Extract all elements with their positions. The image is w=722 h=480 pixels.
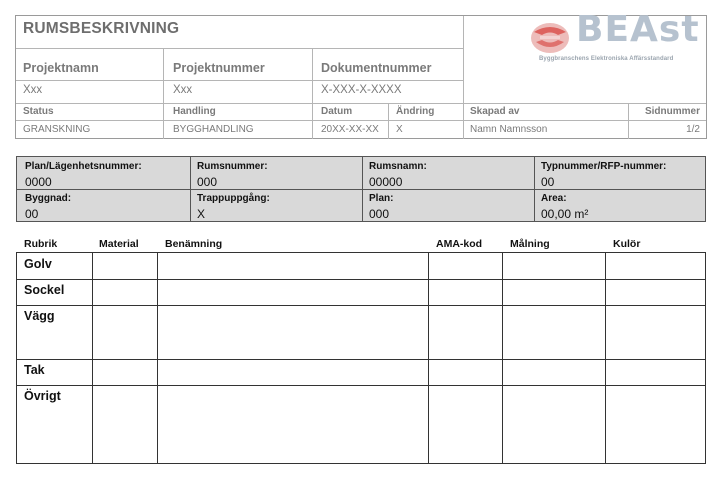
- column-header-kulor: Kulör: [613, 238, 641, 250]
- plan-apartment-value: 0000: [25, 175, 52, 189]
- room-number-value: 000: [197, 175, 218, 189]
- project-number-value: Xxx: [173, 84, 193, 96]
- created-by-label: Skapad av: [470, 106, 520, 117]
- type-number-label: Typnummer/RFP-nummer:: [541, 161, 667, 172]
- document-number-label: Dokumentnummer: [321, 61, 432, 75]
- area-label: Area:: [541, 193, 567, 204]
- status-value: GRANSKNING: [23, 124, 91, 135]
- project-name-label: Projektnamn: [23, 61, 99, 75]
- created-by-value: Namn Namnsson: [470, 124, 548, 135]
- beast-logo-icon: [528, 18, 576, 58]
- page-number-value: 1/2: [686, 124, 700, 135]
- stairwell-label: Trappuppgång:: [197, 193, 270, 204]
- project-number-label: Projektnummer: [173, 61, 265, 75]
- table-row-tak: Tak: [24, 363, 45, 377]
- area-value: 00,00 m²: [541, 207, 589, 221]
- table-row-vagg: Vägg: [24, 309, 55, 323]
- column-header-ama-kod: AMA-kod: [436, 238, 483, 250]
- change-label: Ändring: [396, 106, 435, 117]
- plan-apartment-label: Plan/Lägenhetsnummer:: [25, 161, 142, 172]
- column-header-malning: Målning: [510, 238, 550, 250]
- handling-value: BYGGHANDLING: [173, 124, 254, 135]
- room-name-value: 00000: [369, 175, 403, 189]
- date-value: 20XX-XX-XX: [321, 124, 379, 135]
- room-name-label: Rumsnamn:: [369, 161, 427, 172]
- room-number-label: Rumsnummer:: [197, 161, 268, 172]
- logo-wordmark: BEAst: [576, 9, 700, 50]
- column-header-benamning: Benämning: [165, 238, 223, 250]
- logo-subtitle: Byggbranschens Elektroniska Affärsstandard: [539, 56, 674, 62]
- column-header-material: Material: [99, 238, 139, 250]
- stairwell-value: X: [197, 207, 206, 221]
- page-number-label: Sidnummer: [644, 106, 700, 117]
- column-header-rubrik: Rubrik: [24, 238, 58, 250]
- room-description-table: [16, 252, 706, 464]
- table-row-ovrigt: Övrigt: [24, 389, 61, 403]
- handling-label: Handling: [173, 106, 216, 117]
- building-label: Byggnad:: [25, 193, 72, 204]
- status-label: Status: [23, 106, 54, 117]
- building-value: 00: [25, 207, 39, 221]
- document-title: RUMSBESKRIVNING: [23, 20, 180, 37]
- table-row-sockel: Sockel: [24, 283, 65, 297]
- plan-value: 000: [369, 207, 390, 221]
- date-label: Datum: [321, 106, 353, 117]
- change-value: X: [396, 124, 403, 135]
- project-name-value: Xxx: [23, 84, 43, 96]
- document-number-value: X-XXX-X-XXXX: [321, 84, 402, 96]
- plan-label: Plan:: [369, 193, 394, 204]
- type-number-value: 00: [541, 175, 555, 189]
- table-row-golv: Golv: [24, 257, 52, 271]
